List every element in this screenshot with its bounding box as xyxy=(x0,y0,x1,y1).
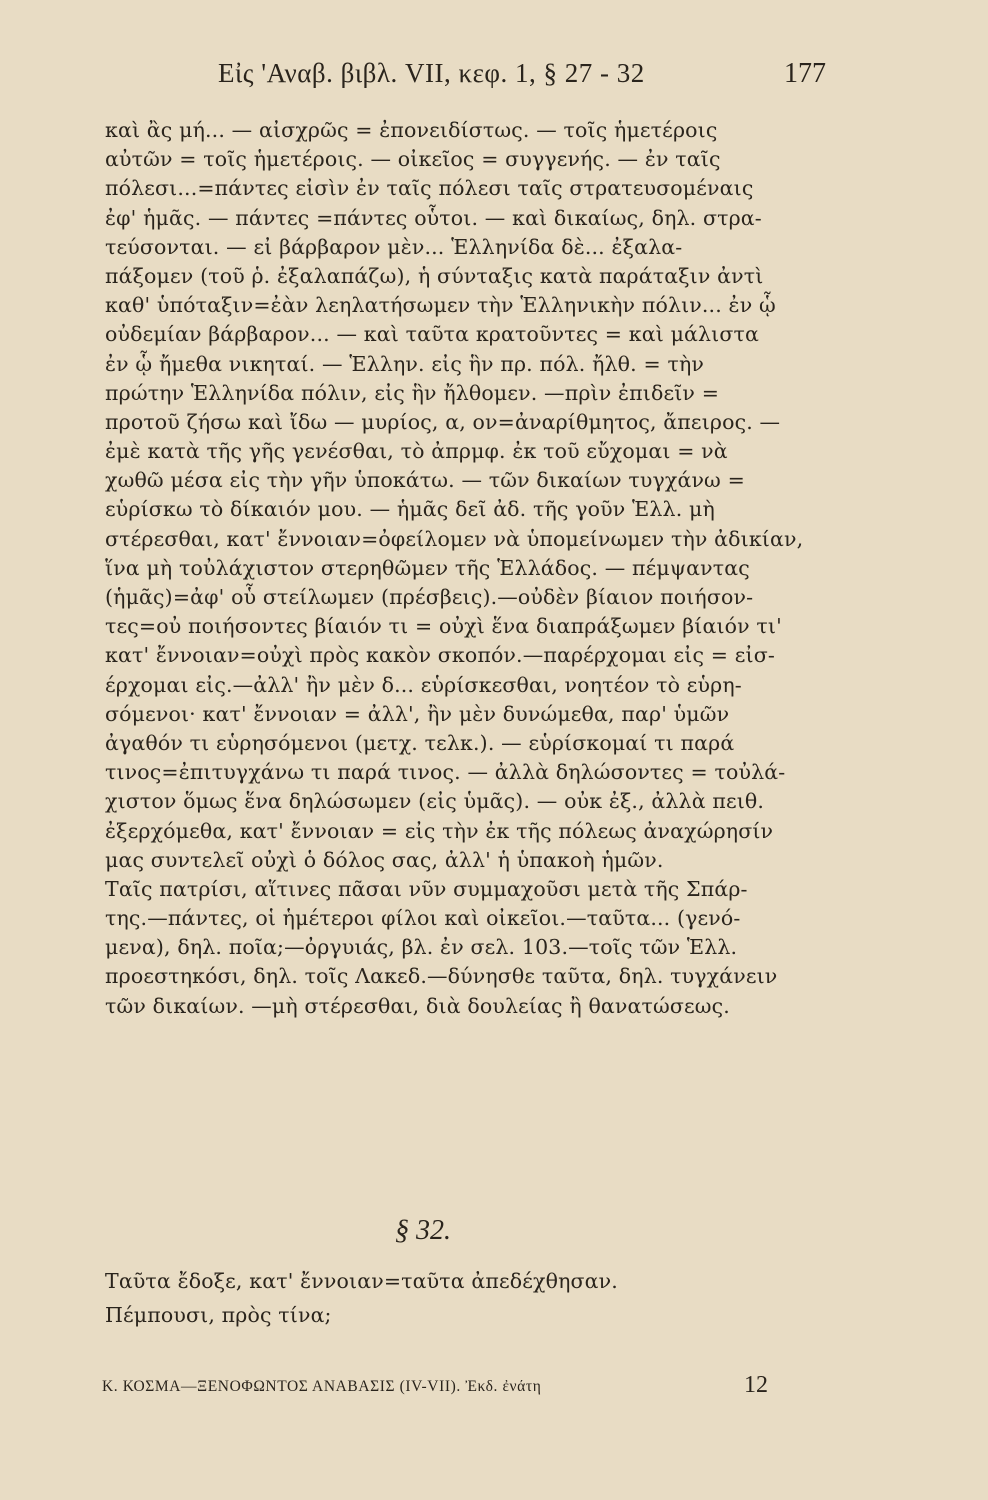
text-line: ἐμὲ κατὰ τῆς γῆς γενέσθαι, τὸ ἀπρμφ. ἐκ τοῦ εὔχομαι = νὰ xyxy=(105,439,728,464)
text-line: αὐτῶν = τοῖς ἡμετέροις. — οἰκεῖος = συγγενής. — ἐν ταῖς xyxy=(105,147,721,172)
text-line: οὐδεμίαν βάρβαρον... — καὶ ταῦτα κρατοῦντες = καὶ μάλιστα xyxy=(105,322,759,347)
running-header xyxy=(0,58,988,98)
text-line: πόλεσι...=πάντες εἰσὶν ἐν ταῖς πόλεσι ταῖς στρατευσομέναις xyxy=(105,176,754,201)
text-line: χιστον ὅμως ἕνα δηλώσωμεν (εἰς ὑμᾶς). — οὐκ ἐξ., ἀλλὰ πειθ. xyxy=(105,789,765,814)
text-line: πρώτην Ἑλληνίδα πόλιν, εἰς ἣν ἤλθομεν. —πρὶν ἐπιδεῖν = xyxy=(105,380,720,405)
text-line: ἐφ' ἡμᾶς. — πάντες =πάντες οὗτοι. — καὶ δικαίως, δηλ. στρα- xyxy=(105,205,762,230)
page-number: 177 xyxy=(784,58,826,89)
text-line: καθ' ὑπόταξιν=ἐὰν λεηλατήσωμεν τὴν Ἑλληνικὴν πόλιν... ἐν ᾧ xyxy=(105,293,776,318)
text-line: (ἡμᾶς)=ἀφ' οὗ στείλωμεν (πρέσβεις).—οὐδὲν βίαιον ποιήσον- xyxy=(105,585,754,609)
text-line: ἀγαθόν τι εὑρησόμενοι (μετχ. τελκ.). — εὑρίσκομαί τι παρά xyxy=(105,730,735,755)
text-line: τεύσονται. — εἰ βάρβαρον μὲν... Ἑλληνίδα δὲ... ἐξαλα- xyxy=(105,234,683,259)
footer-imprint: Κ. ΚΟΣΜΑ—ΞΕΝΟΦΩΝΤΟΣ ΑΝΑΒΑΣΙΣ (IV-VII). Ἐκδ. ἐνάτη xyxy=(102,1378,542,1395)
text-line: στέρεσθαι, κατ' ἔννοιαν=ὀφείλομεν νὰ ὑπομείνωμεν τὴν ἀδικίαν, xyxy=(105,526,804,551)
text-line: προτοῦ ζήσω καὶ ἴδω — μυρίος, α, ον=ἀναρίθμητος, ἄπειρος. — xyxy=(105,409,781,434)
text-line: μενα), δηλ. ποῖα;—ὀργυιάς, βλ. ἐν σελ. 103.—τοῖς τῶν Ἑλλ. xyxy=(105,935,738,960)
text-line: Πέμπουσι, πρὸς τίνα; xyxy=(105,1303,332,1327)
text-line: τινος=ἐπιτυγχάνω τι παρά τινος. — ἀλλὰ δηλώσοντες = τοὐλά- xyxy=(105,760,786,785)
section-text xyxy=(105,1264,840,1332)
text-line: ἵνα μὴ τοὐλάχιστον στερηθῶμεν τῆς Ἑλλάδος. — πέμψαντας xyxy=(105,555,750,580)
text-line: σόμενοι· κατ' ἔννοιαν = ἀλλ', ἢν μὲν δυνώμεθα, παρ' ὑμῶν xyxy=(105,701,730,726)
text-line: κατ' ἔννοιαν=οὐχὶ πρὸς κακὸν σκοπόν.—παρέρχομαι εἰς = εἰσ- xyxy=(105,643,775,668)
text-line: Ταῦτα ἔδοξε, κατ' ἔννοιαν=ταῦτα ἀπεδέχθησαν. xyxy=(105,1269,618,1293)
text-line: ἐξερχόμεθα, κατ' ἔννοιαν = εἰς τὴν ἐκ τῆς πόλεως ἀναχώρησίν xyxy=(105,818,774,843)
text-line: έρχομαι εἰς.—ἀλλ' ἢν μὲν δ... εὑρίσκεσθαι, νοητέον τὸ εὑρη- xyxy=(105,672,742,697)
text-line: τες=οὐ ποιήσοντες βίαιόν τι = οὐχὶ ἕνα διαπράξωμεν βίαιόν τι' xyxy=(105,614,782,639)
section-heading: § 32. xyxy=(395,1215,451,1246)
signature-number: 12 xyxy=(744,1372,768,1398)
text-line: χωθῶ μέσα εἰς τὴν γῆν ὑποκάτω. — τῶν δικαίων τυγχάνω = xyxy=(105,468,745,493)
text-line: Ταῖς πατρίσι, αἵτινες πᾶσαι νῦν συμμαχοῦσι μετὰ τῆς Σπάρ- xyxy=(105,876,748,901)
text-line: ἐν ᾧ ἤμεθα νικηταί. — Ἑλλην. εἰς ἣν πρ. πόλ. ἤλθ. = τὴν xyxy=(105,351,705,376)
text-line: τῶν δικαίων. —μὴ στέρεσθαι, διὰ δουλείας ἢ θανατώσεως. xyxy=(105,993,730,1018)
text-line: μας συντελεῖ οὐχὶ ὁ δόλος σας, ἀλλ' ἡ ὑπακοὴ ἡμῶν. xyxy=(105,847,664,872)
text-line: καὶ ἂς μή... — αἰσχρῶς = ἐπονειδίστως. — τοῖς ἡμετέροις xyxy=(105,118,718,142)
page-footer xyxy=(0,1372,988,1408)
text-line: προεστηκόσι, δηλ. τοῖς Λακεδ.—δύνησθε ταῦτα, δηλ. τυγχάνειν xyxy=(105,964,778,989)
commentary-text xyxy=(105,116,840,1021)
text-line: εὑρίσκω τὸ δίκαιόν μου. — ἡμᾶς δεῖ ἀδ. τῆς γοῦν Ἑλλ. μὴ xyxy=(105,497,715,522)
header-title: Εἰς 'Αναβ. βιβλ. VII, κεφ. 1, § 27 - 32 xyxy=(218,58,645,88)
text-line: πάξομεν (τοῦ ῥ. ἐξαλαπάζω), ἡ σύνταξις κατὰ παράταξιν ἀντὶ xyxy=(105,263,764,288)
text-line: της.—πάντες, οἱ ἡμέτεροι φίλοι καὶ οἰκεῖοι.—ταῦτα... (γενό- xyxy=(105,906,741,931)
